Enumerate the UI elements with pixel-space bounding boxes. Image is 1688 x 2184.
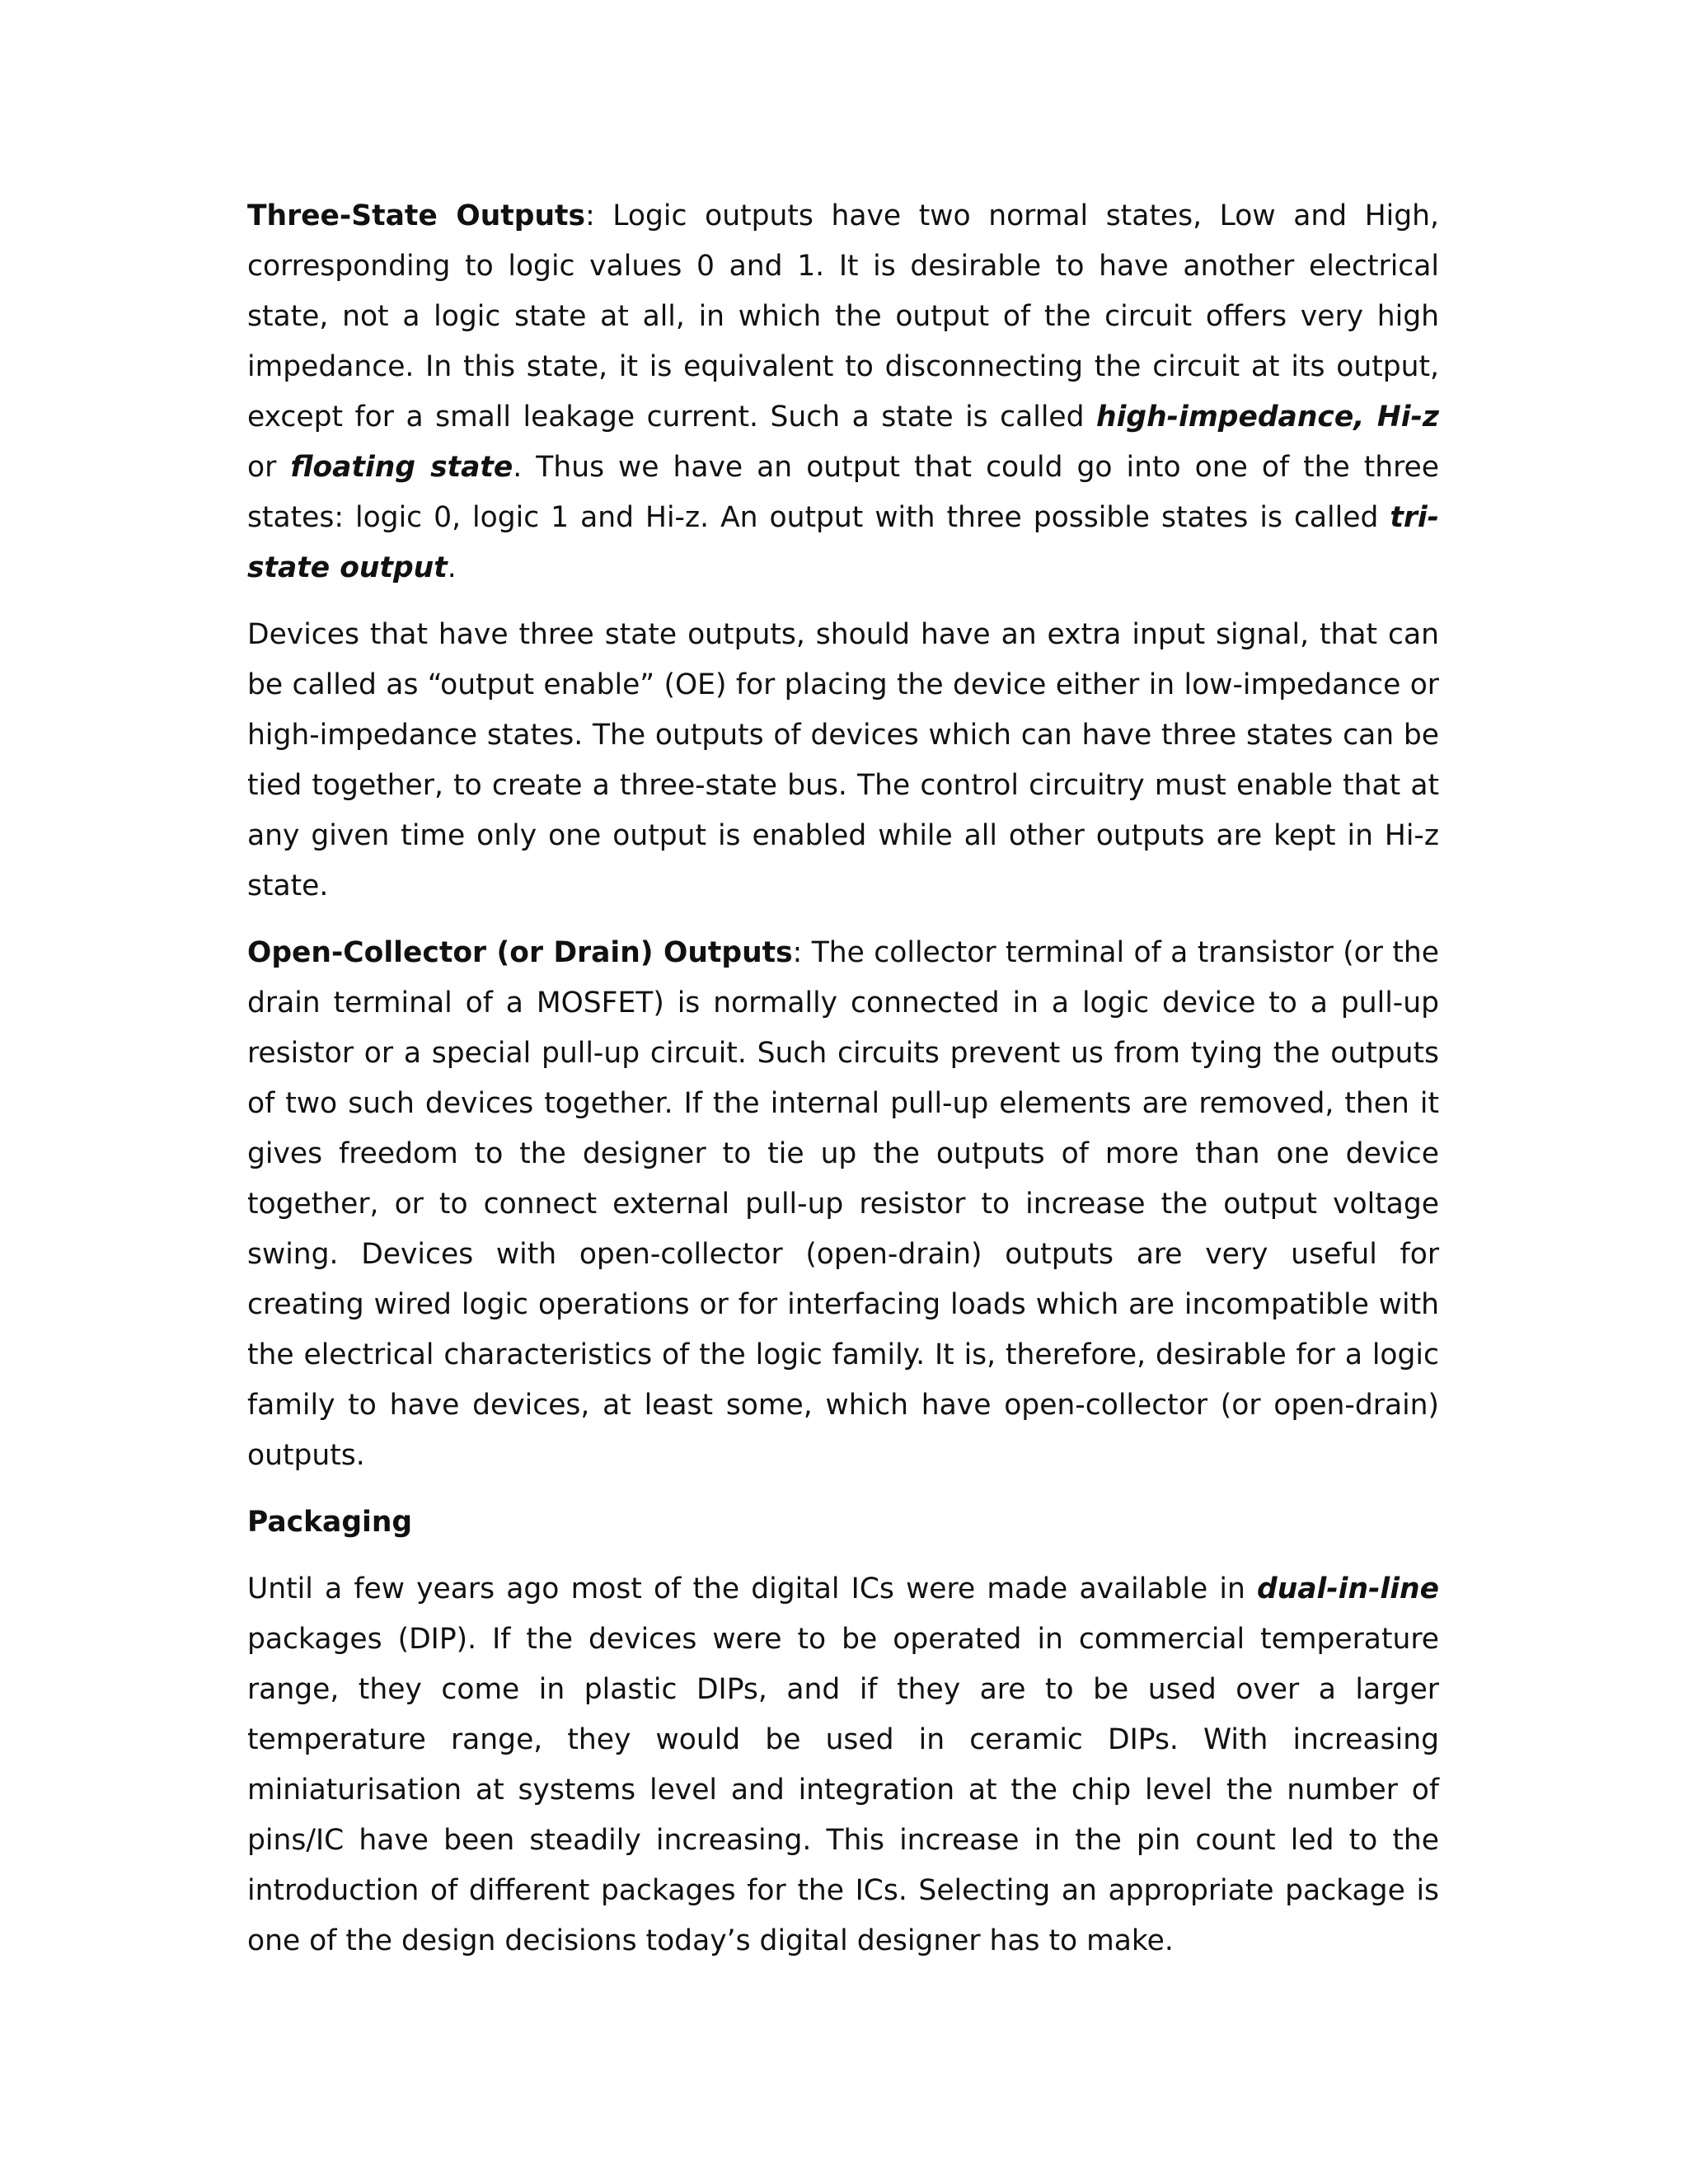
- term-high-impedance: high-impedance, Hi-z: [1096, 401, 1439, 434]
- open-collector-heading: Open-Collector (or Drain) Outputs: [247, 936, 793, 969]
- three-state-text-4: .: [447, 551, 457, 584]
- three-state-text-3: . Thus we have an output that could go into one of the three states: logic 0, logic 1 and Hi-z. An output with three possible states is called: [247, 451, 1440, 534]
- output-enable-paragraph: Devices that have three state outputs, should have an extra input signal, that can be called as “output enable” (OE) for placing the device either in low-impedance or high-impedance states. The outputs of devices which can have three states can be tied together, to create a three-state bus. The control circuitry must enable that at any given time only one output is enabled while all other outputs are kept in Hi-z state.: [247, 618, 1439, 902]
- three-state-text-1: Logic outputs have two normal states, Low and High, corresponding to logic values 0 and 1. It is desirable to have another electrical state, not a logic state at all, in which the output of the circuit offers very high impedance. In this state, it is equivalent to disconnecting the circuit at its output, except for a small leakage current. Such a state is called: [247, 199, 1439, 434]
- document-body: [247, 191, 1439, 1983]
- packaging-heading: Packaging: [247, 1506, 413, 1539]
- three-state-paragraph: [247, 191, 1439, 593]
- heading-colon: :: [792, 936, 803, 969]
- term-dual-in-line: dual-in-line: [1257, 1572, 1439, 1605]
- open-collector-text: The collector terminal of a transistor (or the drain terminal of a MOSFET) is normally connected in a logic device to a pull-up resistor or a special pull-up circuit. Such circuits prevent us from tying the outputs of two such devices together. If the internal pull-up elements are removed, then it gives freedom to the designer to tie up the outputs of more than one device together, or to connect external pull-up resistor to increase the output voltage swing. Devices with open-collector (open-drain) outputs are very useful for creating wired logic operations or for interfacing loads which are incompatible with the electrical characteristics of the logic family. It is, therefore, desirable for a logic family to have devices, at least some, which have open-collector (or open-drain) outputs.: [247, 936, 1439, 1472]
- open-collector-paragraph: [247, 928, 1439, 1481]
- three-state-heading: Three-State Outputs: [247, 199, 586, 232]
- packaging-text-2: packages (DIP). If the devices were to be operated in commercial temperature range, they come in plastic DIPs, and if they are to be used over a larger temperature range, they would be used in ceramic DIPs. With increasing miniaturisation at systems level and integration at the chip level the number of pins/IC have been steadily increasing. This increase in the pin count led to the introduction of different packages for the ICs. Selecting an appropriate package is one of the design decisions today’s digital designer has to make.: [247, 1623, 1439, 1957]
- three-state-text-2: or: [247, 451, 291, 484]
- packaging-text-1: Until a few years ago most of the digital ICs were made available in: [247, 1572, 1257, 1605]
- term-tri-state-output: tri-state output: [247, 501, 1439, 584]
- term-floating-state: floating state: [290, 451, 513, 484]
- heading-colon: :: [585, 199, 595, 232]
- packaging-paragraph: [247, 1564, 1439, 1966]
